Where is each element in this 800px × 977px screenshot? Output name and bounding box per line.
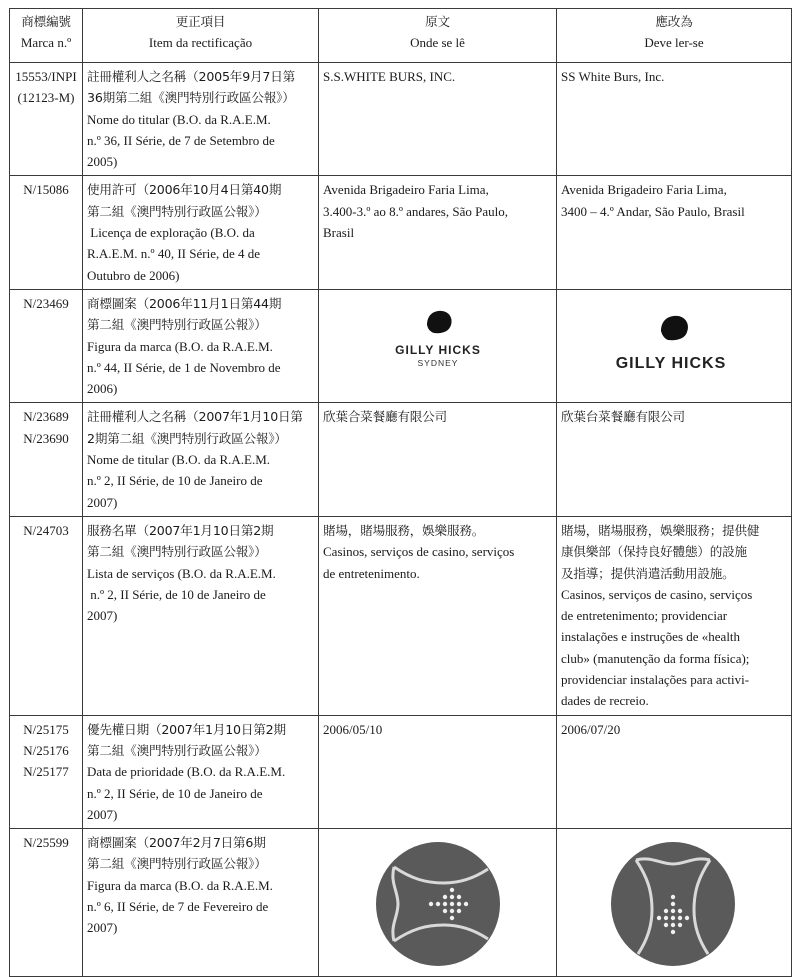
corrected-cell: SS White Burs, Inc. bbox=[557, 63, 792, 176]
item-cell: 註冊權利人之名稱（2005年9月7日第 36期第二組《澳門特別行政區公報》） Nome do titular (B.O. da R.A.E.M. n.º 36, II Série, de 7 de Setembro de 2005) bbox=[83, 63, 319, 176]
corrected-logo-cell bbox=[557, 289, 792, 402]
logo-sub: SYDNEY bbox=[417, 357, 459, 368]
gilly-hicks-logo bbox=[561, 294, 789, 394]
header-corrected: 應改為 Deve ler-se bbox=[557, 9, 792, 63]
table-row bbox=[10, 403, 792, 516]
table-row bbox=[10, 829, 792, 977]
item-cell: 服務名單（2007年1月10日第2期 第二組《澳門特別行政區公報》） Lista de serviços (B.O. da R.A.E.M. n.º 2, II Série, de 10 de Janeiro de 2007) bbox=[83, 516, 319, 715]
mark-number-cell: N/23689 N/23690 bbox=[10, 403, 83, 516]
bird-mark bbox=[661, 316, 688, 340]
table-row bbox=[10, 176, 792, 289]
item-cell: 商標圖案（2006年11月1日第44期 第二組《澳門特別行政區公報》） Figura da marca (B.O. da R.A.E.M. n.º 44, II Série, de 1 de Novembro de 2006) bbox=[83, 289, 319, 402]
circular-body-logo-upright bbox=[559, 830, 788, 976]
corrected-cell: 欣葉台菜餐廳有限公司 bbox=[557, 403, 792, 516]
table-row bbox=[10, 289, 792, 402]
corrected-cell: 賭場，賭場服務，娛樂服務；提供健 康俱樂部（保持良好體態）的設施 及指導；提供消遣活動用設施。 Casinos, serviços de casino, serviços de entretenimento; providenciar instalações e instruções de «health club» (manutenção da forma física); providenciar instalações para activi- dades de recreio. bbox=[557, 516, 792, 715]
table-row bbox=[10, 63, 792, 176]
item-cell: 註冊權利人之名稱（2007年1月10日第 2期第二組《澳門特別行政區公報》） Nome de titular (B.O. da R.A.E.M. n.º 2, II Série, de 10 de Janeiro de 2007) bbox=[83, 403, 319, 516]
header-row bbox=[10, 9, 792, 63]
mark-number-cell: N/23469 bbox=[10, 289, 83, 402]
original-cell: 2006/05/10 bbox=[319, 715, 557, 828]
item-cell: 商標圖案（2007年2月7日第6期 第二組《澳門特別行政區公報》） Figura da marca (B.O. da R.A.E.M. n.º 6, II Série, de 7 de Fevereiro de 2007) bbox=[83, 829, 319, 977]
bird-mark bbox=[427, 311, 452, 333]
logo-name: GILLY HICKS bbox=[395, 342, 481, 357]
logo-name: GILLY HICKS bbox=[615, 354, 727, 372]
original-logo-cell bbox=[319, 829, 557, 977]
corrected-cell: Avenida Brigadeiro Faria Lima, 3400 – 4.º Andar, São Paulo, Brasil bbox=[557, 176, 792, 289]
table-row bbox=[10, 715, 792, 828]
original-cell: 賭場，賭場服務，娛樂服務。 Casinos, serviços de casino, serviços de entretenimento. bbox=[319, 516, 557, 715]
original-cell: 欣葉合菜餐廳有限公司 bbox=[319, 403, 557, 516]
original-cell: Avenida Brigadeiro Faria Lima, 3.400-3.º ao 8.º andares, São Paulo, Brasil bbox=[319, 176, 557, 289]
header-original: 原文 Onde se lê bbox=[319, 9, 557, 63]
original-cell: S.S.WHITE BURS, INC. bbox=[319, 63, 557, 176]
corrected-cell: 2006/07/20 bbox=[557, 715, 792, 828]
rectification-table bbox=[9, 8, 792, 977]
mark-number-cell: N/15086 bbox=[10, 176, 83, 289]
mark-number-cell: N/25175 N/25176 N/25177 bbox=[10, 715, 83, 828]
header-mark-no: 商標編號 Marca n.º bbox=[10, 9, 83, 63]
header-item: 更正項目 Item da rectificação bbox=[83, 9, 319, 63]
original-logo-cell bbox=[319, 289, 557, 402]
item-cell: 使用許可（2006年10月4日第40期 第二組《澳門特別行政區公報》） Licença de exploração (B.O. da R.A.E.M. n.º 40, II Série, de 4 de Outubro de 2006) bbox=[83, 176, 319, 289]
item-cell: 優先權日期（2007年1月10日第2期 第二組《澳門特別行政區公報》） Data de prioridade (B.O. da R.A.E.M. n.º 2, II Série, de 10 de Janeiro de 2007) bbox=[83, 715, 319, 828]
mark-number-cell: N/25599 bbox=[10, 829, 83, 977]
mark-number-cell: 15553/INPI (12123-M) bbox=[10, 63, 83, 176]
mark-number-cell: N/24703 bbox=[10, 516, 83, 715]
corrected-logo-cell bbox=[557, 829, 792, 977]
gilly-hicks-sydney-logo bbox=[323, 294, 553, 394]
circular-body-logo-rotated bbox=[321, 830, 553, 976]
table-row bbox=[10, 516, 792, 715]
